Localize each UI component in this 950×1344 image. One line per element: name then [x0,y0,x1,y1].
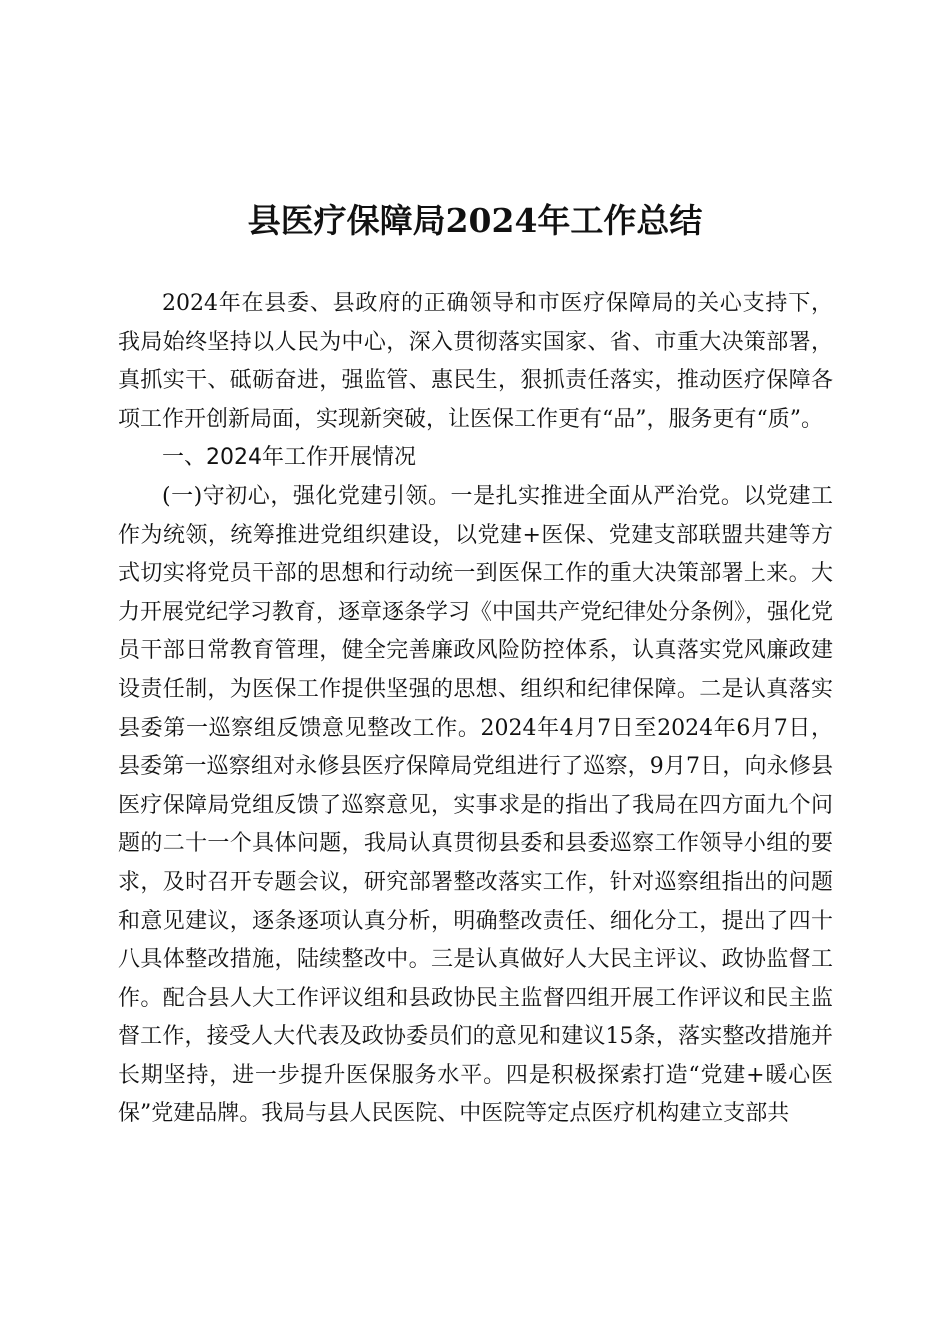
section-paragraph: (一)守初心，强化党建引领。一是扎实推进全面从严治党。以党建工作为统领，统筹推进党组织建设，以党建+医保、党建支部联盟共建等方式切实将党员干部的思想和行动统一到医保工作的重大决策部署上来。大力开展党纪学习教育，逐章逐条学习《中国共产党纪律处分条例》，强化党员干部日常教育管理，健全完善廉政风险防控体系，认真落实党风廉政建设责任制，为医保工作提供坚强的思想、组织和纪律保障。二是认真落实县委第一巡察组反馈意见整改工作。2024年4月7日至2024年6月7日，县委第一巡察组对永修县医疗保障局党组进行了巡察，9月7日，向永修县医疗保障局党组反馈了巡察意见，实事求是的指出了我局在四方面九个问题的二十一个具体问题，我局认真贯彻县委和县委巡察工作领导小组的要求，及时召开专题会议，研究部署整改落实工作，针对巡察组指出的问题和意见建议，逐条逐项认真分析，明确整改责任、细化分工，提出了四十八具体整改措施，陆续整改中。三是认真做好人大民主评议、政协监督工作。配合县人大工作评议组和县政协民主监督四组开展工作评议和民主监督工作，接受人大代表及政协委员们的意见和建议15条，落实整改措施并长期坚持，进一步提升医保服务水平。四是积极探索打造“党建+暖心医保”党建品牌。我局与县人民医院、中医院等定点医疗机构建立支部共 [118,483,834,1127]
document-title: 县医疗保障局2024年工作总结 [247,201,703,240]
section-heading: 一、2024年工作开展情况 [162,445,416,471]
document-body [118,285,833,1134]
intro-paragraph: 2024年在县委、县政府的正确领导和市医疗保障局的关心支持下，我局始终坚持以人民为中心，深入贯彻落实国家、省、市重大决策部署，真抓实干、砥砺奋进，强监管、惠民生，狠抓责任落实，推动医疗保障各项工作开创新局面，实现新突破，让医保工作更有“品”，服务更有“质”。 [118,291,833,432]
